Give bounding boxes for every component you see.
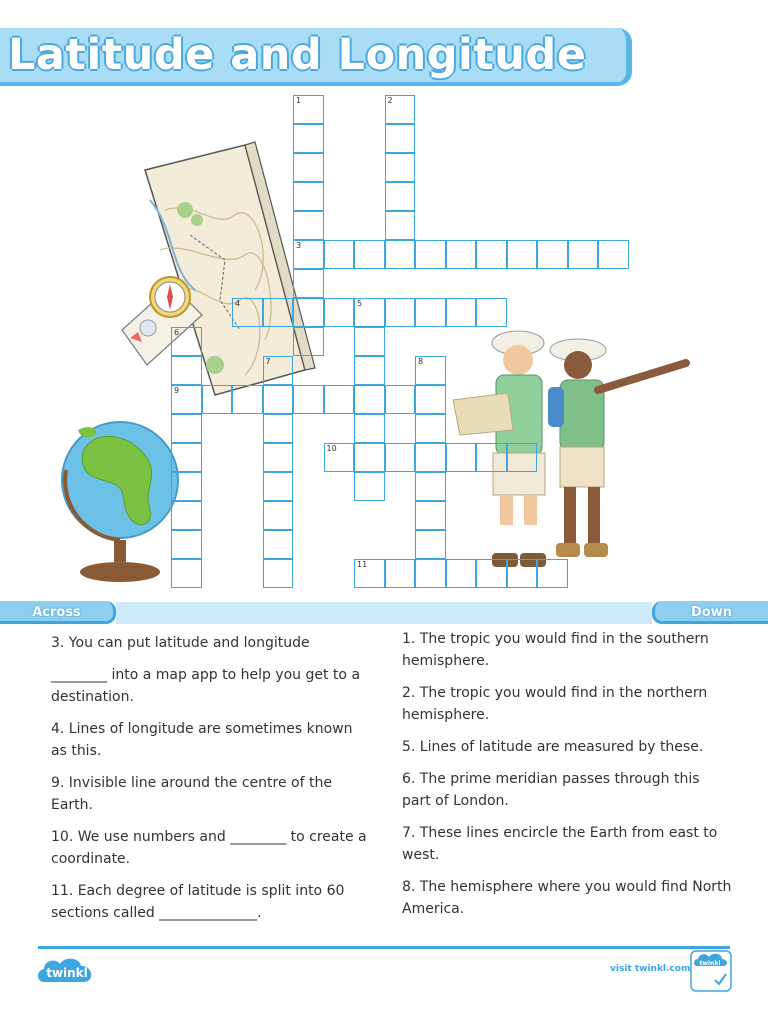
crossword-cell[interactable] [354, 472, 385, 501]
crossword-cell[interactable] [385, 153, 416, 182]
crossword-cell[interactable] [476, 240, 507, 269]
section-divider [116, 602, 652, 624]
crossword-cell[interactable] [415, 443, 446, 472]
crossword-cell[interactable] [354, 327, 385, 356]
quality-badge-icon [690, 950, 732, 992]
crossword-cell[interactable] [476, 443, 507, 472]
clue-down-2: 2. The tropic you would find in the northern hemisphere. [402, 685, 708, 723]
crossword-cell[interactable] [446, 443, 477, 472]
crossword-cell[interactable] [293, 240, 324, 269]
twinkl-logo [36, 954, 98, 988]
crossword-cell[interactable] [507, 559, 538, 588]
crossword-cell[interactable] [385, 211, 416, 240]
crossword-cell[interactable] [324, 240, 355, 269]
crossword-cell[interactable] [385, 559, 416, 588]
crossword-cell[interactable] [385, 443, 416, 472]
clue-across-3: 3. You can put latitude and longitude [51, 635, 310, 651]
crossword-cell[interactable] [415, 385, 446, 414]
crossword-cell[interactable] [263, 443, 294, 472]
clue-down-7: 7. These lines encircle the Earth from east to west. [402, 825, 718, 863]
crossword-cell[interactable] [446, 240, 477, 269]
across-heading: Across [0, 601, 116, 624]
clue-number: 6 [174, 328, 180, 337]
crossword-cell[interactable] [171, 501, 202, 530]
crossword-cell[interactable] [537, 559, 568, 588]
crossword-cell[interactable] [354, 559, 385, 588]
crossword-cell[interactable] [293, 124, 324, 153]
crossword-cell[interactable] [385, 182, 416, 211]
clue-down-8: 8. The hemisphere where you would find North America. [402, 879, 732, 917]
crossword-cell[interactable] [232, 385, 263, 414]
crossword-cell[interactable] [202, 385, 233, 414]
crossword-cell[interactable] [415, 559, 446, 588]
crossword-cell[interactable] [263, 472, 294, 501]
badge-text: twinkl [699, 960, 721, 967]
clue-number: 9 [174, 386, 180, 395]
clue-number: 2 [387, 96, 393, 105]
crossword-cell[interactable] [171, 443, 202, 472]
crossword-cell[interactable] [263, 414, 294, 443]
crossword-cell[interactable] [263, 356, 294, 385]
across-clues [51, 632, 371, 934]
down-heading: Down [652, 601, 768, 624]
clue-across-9: 9. Invisible line around the centre of the Earth. [51, 775, 332, 813]
crossword-cell[interactable] [507, 443, 538, 472]
crossword-cell[interactable] [385, 385, 416, 414]
crossword-cell[interactable] [446, 298, 477, 327]
crossword-cell[interactable] [415, 356, 446, 385]
clue-down-1: 1. The tropic you would find in the southern hemisphere. [402, 631, 709, 669]
clue-down-5: 5. Lines of latitude are measured by these. [402, 739, 704, 755]
crossword-cell[interactable] [171, 559, 202, 588]
clue-number: 4 [235, 299, 241, 308]
twinkl-logo-text: twinkl [46, 966, 88, 980]
footer-divider [38, 946, 730, 949]
clue-across-11: 11. Each degree of latitude is split into 60 sections called ______________. [51, 883, 345, 921]
crossword-cell[interactable] [354, 356, 385, 385]
crossword-cell[interactable] [263, 385, 294, 414]
crossword-cell[interactable] [385, 298, 416, 327]
clue-across-10: 10. We use numbers and ________ to create a coordinate. [51, 829, 367, 867]
crossword-cell[interactable] [354, 414, 385, 443]
crossword-cell[interactable] [293, 385, 324, 414]
down-clues [402, 628, 732, 930]
crossword-cell[interactable] [171, 530, 202, 559]
crossword-cell[interactable] [263, 298, 294, 327]
crossword-cell[interactable] [293, 298, 324, 327]
visit-twinkl-link[interactable]: visit twinkl.com [610, 964, 691, 974]
clue-number: 5 [357, 299, 363, 308]
crossword-cell[interactable] [415, 240, 446, 269]
crossword-cell[interactable] [293, 153, 324, 182]
crossword-cell[interactable] [415, 472, 446, 501]
crossword-cell[interactable] [354, 385, 385, 414]
clue-number: 3 [296, 241, 302, 250]
crossword-cell[interactable] [171, 356, 202, 385]
clue-across-4: 4. Lines of longitude are sometimes known as this. [51, 721, 353, 759]
crossword-cell[interactable] [324, 385, 355, 414]
clue-number: 7 [265, 357, 271, 366]
clue-number: 1 [296, 96, 302, 105]
crossword-cell[interactable] [446, 559, 477, 588]
page-title: Latitude and Longitude [8, 30, 587, 80]
crossword-cell[interactable] [385, 124, 416, 153]
crossword-cell[interactable] [324, 298, 355, 327]
crossword-cell[interactable] [293, 269, 324, 298]
clue-number: 10 [326, 444, 337, 453]
crossword-cell[interactable] [293, 211, 324, 240]
crossword-cell[interactable] [415, 501, 446, 530]
crossword-cell[interactable] [537, 240, 568, 269]
clue-number: 11 [357, 560, 368, 569]
crossword-cell[interactable] [568, 240, 599, 269]
crossword-cell[interactable] [354, 443, 385, 472]
clue-down-6: 6. The prime meridian passes through this part of London. [402, 771, 700, 809]
crossword-cell[interactable] [476, 559, 507, 588]
crossword-cell[interactable] [324, 443, 355, 472]
crossword-cell[interactable] [263, 559, 294, 588]
crossword-cell[interactable] [263, 530, 294, 559]
crossword-cell[interactable] [385, 240, 416, 269]
crossword-cell[interactable] [263, 501, 294, 530]
crossword-cell[interactable] [171, 414, 202, 443]
crossword-cell[interactable] [293, 95, 324, 124]
crossword-cell[interactable] [293, 182, 324, 211]
crossword-cell[interactable] [415, 298, 446, 327]
crossword-cell[interactable] [171, 472, 202, 501]
crossword-cell[interactable] [385, 95, 416, 124]
crossword-cell[interactable] [232, 298, 263, 327]
clue-number: 8 [418, 357, 424, 366]
crossword-cell[interactable] [415, 414, 446, 443]
crossword-cell[interactable] [476, 298, 507, 327]
crossword-cell[interactable] [507, 240, 538, 269]
crossword-cell[interactable] [293, 327, 324, 356]
crossword-cell[interactable] [415, 530, 446, 559]
crossword-cell[interactable] [354, 240, 385, 269]
crossword-cell[interactable] [171, 327, 202, 356]
clue-across-3-continued: ________ into a map app to help you get to a destination. [51, 667, 361, 705]
crossword-cell[interactable] [598, 240, 629, 269]
crossword-cell[interactable] [171, 385, 202, 414]
crossword-cell[interactable] [354, 298, 385, 327]
